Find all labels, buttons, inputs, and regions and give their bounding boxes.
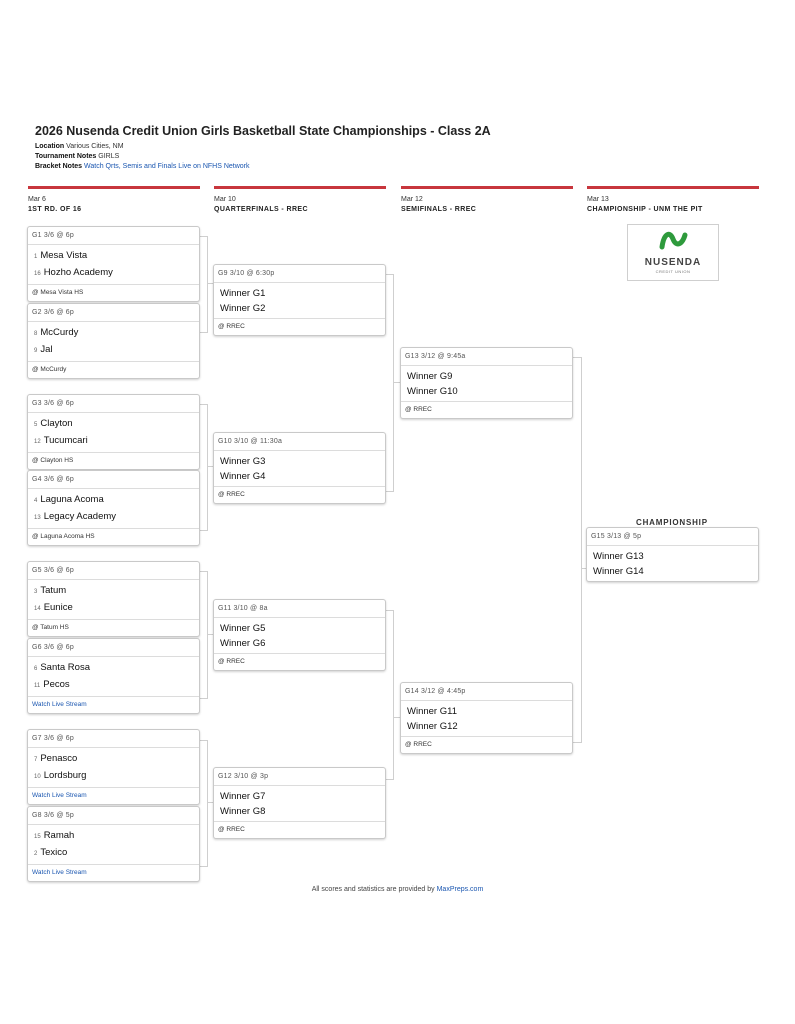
team-row[interactable]: Winner G11 — [407, 706, 457, 717]
team-row[interactable]: Winner G4 — [220, 471, 266, 482]
game-header: G5 3/6 @ 6p — [28, 562, 199, 580]
maxpreps-link[interactable]: MaxPreps.com — [436, 886, 484, 893]
team-row[interactable]: Winner G3 — [220, 456, 266, 467]
game-g6[interactable] — [27, 638, 200, 714]
game-location: @ RREC — [214, 653, 385, 670]
team-name: Lordsburg — [43, 770, 87, 781]
team-row[interactable]: Winner G10 — [407, 386, 458, 397]
meta-location — [35, 143, 124, 150]
team-seed: 10 — [34, 774, 41, 780]
game-g7[interactable] — [27, 729, 200, 805]
meta-bracket-notes — [35, 163, 250, 170]
game-location: @ RREC — [214, 486, 385, 503]
team-row[interactable] — [28, 768, 199, 785]
championship-label: CHAMPIONSHIP — [636, 518, 708, 527]
round-bar — [28, 186, 200, 189]
game-header: G9 3/10 @ 6:30p — [214, 265, 385, 283]
team-name: Tatum — [40, 585, 67, 596]
team-name: Jal — [40, 344, 53, 355]
meta-label: Location — [35, 143, 65, 150]
team-seed: 2 — [34, 851, 38, 857]
team-seed: 1 — [34, 254, 38, 260]
round-name: 1ST RD. OF 16 — [28, 206, 82, 213]
game-location: @ RREC — [214, 821, 385, 838]
team-name: Ramah — [43, 830, 75, 841]
game-g5[interactable] — [27, 561, 200, 637]
team-row[interactable] — [28, 509, 199, 526]
game-location: @ RREC — [214, 318, 385, 335]
team-row[interactable]: Winner G9 — [407, 371, 453, 382]
team-name: Tucumcari — [43, 435, 88, 446]
game-header: G1 3/6 @ 6p — [28, 227, 199, 245]
game-header: G11 3/10 @ 8a — [214, 600, 385, 618]
game-g11[interactable] — [213, 599, 386, 671]
game-header: G14 3/12 @ 4:45p — [401, 683, 572, 701]
team-row[interactable] — [28, 433, 199, 450]
bracket-connector — [199, 236, 208, 333]
team-row[interactable]: Winner G1 — [220, 288, 266, 299]
round-header-2 — [214, 186, 386, 213]
nusenda-logo — [627, 224, 719, 281]
team-row[interactable] — [28, 416, 199, 433]
round-bar — [587, 186, 759, 189]
game-location: @ McCurdy — [28, 361, 199, 378]
game-g2[interactable] — [27, 303, 200, 379]
watch-live-stream-link[interactable]: Watch Live Stream — [28, 696, 199, 713]
round-header-1 — [28, 186, 200, 213]
game-location: @ Tatum HS — [28, 619, 199, 636]
team-seed: 9 — [34, 348, 38, 354]
game-header: G4 3/6 @ 6p — [28, 471, 199, 489]
team-row[interactable] — [28, 583, 199, 600]
team-row[interactable] — [28, 248, 199, 265]
team-row[interactable] — [28, 265, 199, 282]
game-g12[interactable] — [213, 767, 386, 839]
team-row[interactable]: Winner G6 — [220, 638, 266, 649]
team-seed: 14 — [34, 606, 41, 612]
round-date: Mar 13 — [587, 196, 609, 203]
game-location: @ Clayton HS — [28, 452, 199, 469]
game-header: G3 3/6 @ 6p — [28, 395, 199, 413]
round-date: Mar 12 — [401, 196, 423, 203]
team-row[interactable]: Winner G8 — [220, 806, 266, 817]
logo-name: NUSENDA — [644, 257, 702, 268]
team-name: Pecos — [43, 679, 70, 690]
round-header-3 — [401, 186, 573, 213]
team-name: Eunice — [43, 602, 73, 613]
team-name: Mesa Vista — [40, 250, 88, 261]
footer-text: All scores and statistics are provided by — [311, 886, 437, 893]
game-location: @ RREC — [401, 401, 572, 418]
meta-value: GIRLS — [98, 153, 120, 160]
team-row[interactable]: Winner G12 — [407, 721, 458, 732]
team-row[interactable] — [28, 342, 199, 359]
bracket-connector — [385, 610, 394, 780]
round-header-4 — [587, 186, 759, 213]
team-row[interactable]: Winner G7 — [220, 791, 266, 802]
round-date: Mar 6 — [28, 196, 46, 203]
team-seed: 5 — [34, 422, 38, 428]
game-g13[interactable] — [400, 347, 573, 419]
game-g1[interactable] — [27, 226, 200, 302]
team-seed: 13 — [34, 515, 41, 521]
team-name: Clayton — [40, 418, 73, 429]
game-g4[interactable] — [27, 470, 200, 546]
footer — [0, 886, 795, 893]
game-g9[interactable] — [213, 264, 386, 336]
game-g10[interactable] — [213, 432, 386, 504]
bracket-connector — [572, 357, 582, 743]
team-row[interactable]: Winner G13 — [593, 551, 644, 562]
team-seed: 3 — [34, 589, 38, 595]
team-name: Penasco — [40, 753, 78, 764]
team-name: Legacy Academy — [43, 511, 117, 522]
game-header: G6 3/6 @ 6p — [28, 639, 199, 657]
team-seed: 8 — [34, 331, 38, 337]
game-header: G7 3/6 @ 6p — [28, 730, 199, 748]
round-bar — [401, 186, 573, 189]
team-row[interactable]: Winner G14 — [593, 566, 644, 577]
team-name: Laguna Acoma — [40, 494, 104, 505]
bracket-connector — [199, 404, 208, 531]
team-row[interactable] — [28, 751, 199, 768]
game-g15[interactable] — [586, 527, 759, 582]
team-name: Texico — [40, 847, 68, 858]
team-name: McCurdy — [40, 327, 79, 338]
team-seed: 7 — [34, 757, 38, 763]
team-row[interactable] — [28, 828, 199, 845]
team-row[interactable] — [28, 600, 199, 617]
logo-subtitle: CREDIT UNION — [655, 269, 691, 274]
page-title: 2026 Nusenda Credit Union Girls Basketball State Championships - Class 2A — [35, 124, 491, 138]
team-row[interactable]: Winner G2 — [220, 303, 266, 314]
team-seed: 6 — [34, 666, 38, 672]
meta-label: Tournament Notes — [35, 153, 97, 160]
team-seed: 15 — [34, 834, 41, 840]
round-bar — [214, 186, 386, 189]
meta-label: Bracket Notes — [35, 163, 83, 170]
bracket-connector — [385, 274, 394, 492]
bracket-connector — [199, 571, 208, 699]
round-name: CHAMPIONSHIP - UNM THE PIT — [587, 206, 703, 213]
game-header: G13 3/12 @ 9:45a — [401, 348, 572, 366]
team-seed: 16 — [34, 271, 41, 277]
round-date: Mar 10 — [214, 196, 236, 203]
round-name: SEMIFINALS - RREC — [401, 206, 477, 213]
game-header: G10 3/10 @ 11:30a — [214, 433, 385, 451]
team-row[interactable] — [28, 492, 199, 509]
team-row[interactable] — [28, 845, 199, 862]
nfhs-link[interactable]: Watch Qrts, Semis and Finals Live on NFHS Network — [84, 163, 250, 170]
game-g3[interactable] — [27, 394, 200, 470]
team-name: Santa Rosa — [40, 662, 90, 673]
game-g14[interactable] — [400, 682, 573, 754]
watch-live-stream-link[interactable]: Watch Live Stream — [28, 787, 199, 804]
nusenda-logo-icon — [628, 225, 718, 257]
game-header: G12 3/10 @ 3p — [214, 768, 385, 786]
meta-tournament-notes — [35, 153, 119, 160]
team-row[interactable] — [28, 677, 199, 694]
watch-live-stream-link[interactable]: Watch Live Stream — [28, 864, 199, 881]
team-row[interactable] — [28, 325, 199, 342]
game-g8[interactable] — [27, 806, 200, 882]
team-seed: 12 — [34, 439, 41, 445]
game-header: G15 3/13 @ 5p — [587, 528, 758, 546]
team-row[interactable]: Winner G5 — [220, 623, 266, 634]
team-seed: 4 — [34, 498, 38, 504]
round-name: QUARTERFINALS - RREC — [214, 206, 308, 213]
game-header: G8 3/6 @ 5p — [28, 807, 199, 825]
game-location: @ Laguna Acoma HS — [28, 528, 199, 545]
team-seed: 11 — [34, 683, 41, 689]
team-name: Hozho Academy — [43, 267, 113, 278]
game-header: G2 3/6 @ 6p — [28, 304, 199, 322]
game-location: @ RREC — [401, 736, 572, 753]
meta-value: Various Cities, NM — [66, 143, 124, 150]
team-row[interactable] — [28, 660, 199, 677]
game-location: @ Mesa Vista HS — [28, 284, 199, 301]
bracket-connector — [199, 740, 208, 867]
